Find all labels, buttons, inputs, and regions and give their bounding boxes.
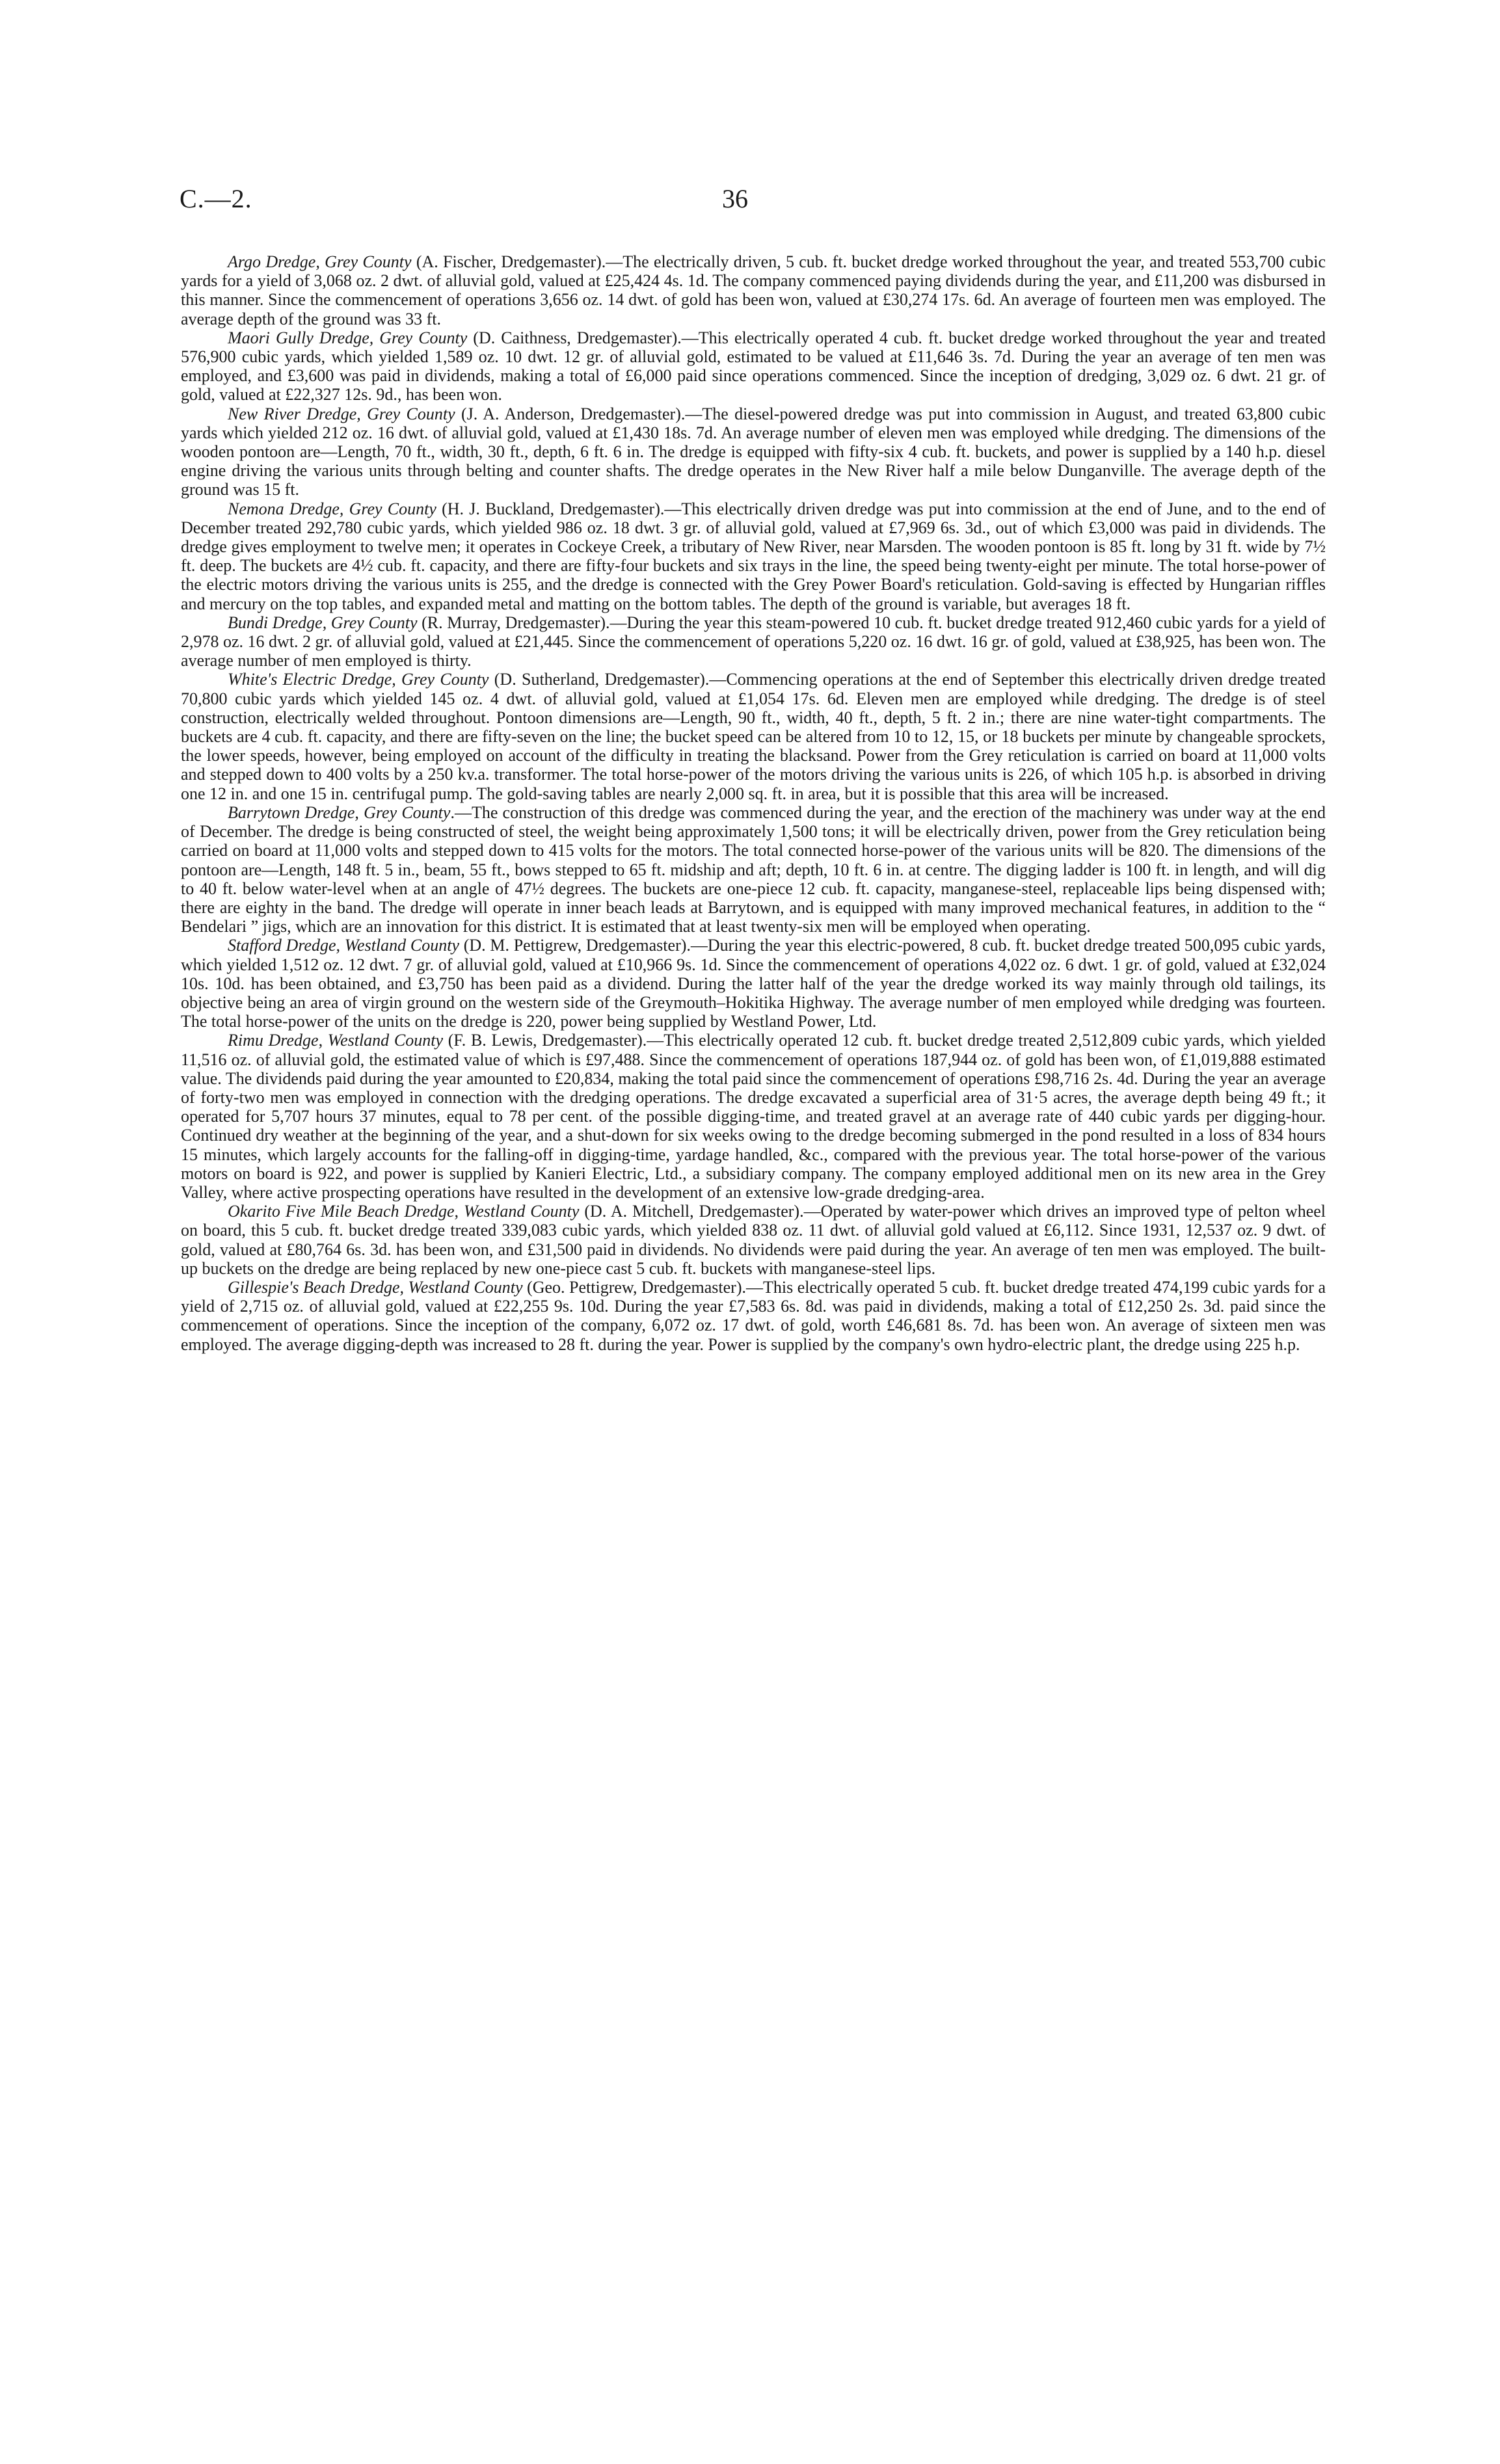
paragraph-title: New River Dredge, Grey County (228, 404, 455, 423)
paragraph-title: Maori Gully Dredge, Grey County (228, 328, 468, 347)
paragraph-barrytown-dredge (181, 803, 1326, 936)
paragraph-title: Nemona Dredge, Grey County (228, 499, 436, 518)
paragraph-title: Gillespie's Beach Dredge, Westland County (228, 1277, 523, 1297)
page-number: 36 (722, 184, 748, 213)
paragraph-maori-gully-dredge (181, 328, 1326, 404)
paragraph-new-river-dredge (181, 404, 1326, 499)
paragraph-whites-electric-dredge (181, 670, 1326, 802)
paragraph-title: Barrytown Dredge, Grey County (228, 802, 451, 822)
paragraph-title: Argo Dredge, Grey County (228, 252, 412, 271)
paragraph-title: Rimu Dredge, Westland County (228, 1031, 443, 1050)
paragraph-stafford-dredge (181, 936, 1326, 1031)
paragraph-okarito-dredge (181, 1202, 1326, 1278)
paragraph-text: (D. Caithness, Dredgemaster).—This electrically operated 4 cub. ft. bucket dredge worked throughout the year and treated 576,900 cubic yards, which yielded 1,589 oz. 10 dwt. 12 gr. of alluvial gold, estimated to be valued at £11,646 3s. 7d. During the year an average of ten men was employed, and £3,600 was paid in dividends, making a total of £6,000 paid since operations commenced. Since the inception of dredging, 3,029 oz. 6 dwt. 21 gr. of gold, valued at £22,327 12s. 9d., has been won. (181, 328, 1326, 404)
paragraph-text: (H. J. Buckland, Dredgemaster).—This electrically driven dredge was put into commission at the end of June, and to the end of December treated 292,780 cubic yards, which yielded 986 oz. 18 dwt. 3 gr. of alluvial gold, valued at £7,969 6s. 3d., out of which £3,000 was paid in dividends. The dredge gives employment to twelve men; it operates in Cockeye Creek, a tributary of New River, near Marsden. The wooden pontoon is 85 ft. long by 31 ft. wide by 7½ ft. deep. The buckets are 4½ cub. ft. capacity, and there are fifty-four buckets and six trays in the line, the speed being twenty-eight per minute. The total horse-power of the electric motors driving the various units is 255, and the dredge is connected with the Grey Power Board's reticulation. Gold-saving is effected by Hungarian riffles and mercury on the top tables, and expanded metal and matting on the bottom tables. The depth of the ground is variable, but averages 18 ft. (181, 499, 1326, 613)
paragraph-text: .—The construction of this dredge was commenced during the year, and the erection of the machinery was under way at the end of December. The dredge is being constructed of steel, the weight being approximately 1,500 tons; it will be electrically driven, power from the Grey reticulation being carried on board at 11,000 volts and stepped down to 415 volts for the motors. The total connected horse-power of the various units will be 820. The dimensions of the pontoon are—Length, 148 ft. 5 in., beam, 55 ft., bows stepped to 65 ft. midship and aft; depth, 10 ft. 6 in. at centre. The digging ladder is 100 ft. in length, and will dig to 40 ft. below water-level when at an angle of 47½ degrees. The buckets are one-piece 12 cub. ft. capacity, manganese-steel, replaceable lips being dispensed with; there are eighty in the band. The dredge will operate in inner beach leads at Barrytown, and is equipped with many improved mechanical features, in addition to the “ Bendelari ” jigs, which are an innovation for this district. It is estimated that at least twenty-six men will be employed when operating. (181, 802, 1326, 936)
paragraph-title: Okarito Five Mile Beach Dredge, Westland County (228, 1202, 580, 1221)
paragraph-text: (D. A. Mitchell, Dredgemaster).—Operated by water-power which drives an improved type of pelton wheel on board, this 5 cub. ft. bucket dredge treated 339,083 cubic yards, which yielded 838 oz. 11 dwt. of alluvial gold valued at £6,112. Since 1931, 12,537 oz. 9 dwt. of gold, valued at £80,764 6s. 3d. has been won, and £31,500 paid in dividends. No dividends were paid during the year. An average of ten men was employed. The built-up buckets on the dredge are being replaced by new one-piece cast 5 cub. ft. buckets with manganese-steel lips. (181, 1202, 1326, 1278)
document-reference: C.—2. (180, 184, 252, 213)
paragraph-text: (Geo. Pettigrew, Dredgemaster).—This electrically operated 5 cub. ft. bucket dredge treated 474,199 cubic yards for a yield of 2,715 oz. of alluvial gold, valued at £22,255 9s. 10d. During the year £7,583 6s. 8d. was paid in dividends, making a total of £12,250 2s. 3d. paid since the commencement of operations. Since the inception of the company, 6,072 oz. 17 dwt. of gold, worth £46,681 8s. 7d. has been won. An average of sixteen men was employed. The average digging-depth was increased to 28 ft. during the year. Power is supplied by the company's own hydro-electric plant, the dredge using 225 h.p. (181, 1277, 1326, 1354)
paragraph-text: (J. A. Anderson, Dredgemaster).—The diesel-powered dredge was put into commission in August, and treated 63,800 cubic yards which yielded 212 oz. 16 dwt. of alluvial gold, valued at £1,430 18s. 7d. An average number of eleven men was employed while dredging. The dimensions of the wooden pontoon are—Length, 70 ft., width, 30 ft., depth, 6 ft. 6 in. The dredge is equipped with fifty-six 4 cub. ft. buckets, and power is supplied by a 140 h.p. diesel engine driving the various units through belting and counter shafts. The dredge operates in the New River half a mile below Dunganville. The average depth of the ground was 15 ft. (181, 404, 1326, 499)
paragraph-text: (D. M. Pettigrew, Dredgemaster).—During the year this electric-powered, 8 cub. ft. bucket dredge treated 500,095 cubic yards, which yielded 1,512 oz. 12 dwt. 7 gr. of alluvial gold, valued at £10,966 9s. 1d. Since the commencement of operations 4,022 oz. 6 dwt. 1 gr. of gold, valued at £32,024 10s. 10d. has been obtained, and £3,750 has been paid as a dividend. During the latter half of the year the dredge worked its way mainly through old tailings, its objective being an area of virgin ground on the western side of the Greymouth–Hokitika Highway. The average number of men employed while dredging was fourteen. The total horse-power of the units on the dredge is 220, power being supplied by Westland Power, Ltd. (181, 936, 1326, 1031)
paragraph-gillespies-beach-dredge (181, 1278, 1326, 1354)
paragraph-bundi-dredge (181, 613, 1326, 670)
paragraph-text: (D. Sutherland, Dredgemaster).—Commencing operations at the end of September this electrically driven dredge treated 70,800 cubic yards which yielded 145 oz. 4 dwt. of alluvial gold, valued at £1,054 17s. 6d. Eleven men are employed while dredging. The dredge is of steel construction, electrically welded throughout. Pontoon dimensions are—Length, 90 ft., width, 40 ft., depth, 5 ft. 2 in.; there are nine water-tight compartments. The buckets are 4 cub. ft. capacity, and there are fifty-seven on the line; the bucket speed can be altered from 10 to 12, 15, or 18 buckets per minute by changeable sprockets, the lower speeds, however, being employed on account of the difficulty in treating the blacksand. Power from the Grey reticulation is carried on board at 11,000 volts and stepped down to 400 volts by a 250 kv.a. transformer. The total horse-power of the motors driving the various units is 226, of which 105 h.p. is absorbed in driving one 12 in. and one 15 in. centrifugal pump. The gold-saving tables are nearly 2,000 sq. ft. in area, but it is possible that this area will be increased. (181, 670, 1326, 803)
paragraph-title: Bundi Dredge, Grey County (228, 613, 418, 632)
paragraph-text: (R. Murray, Dredgemaster).—During the year this steam-powered 10 cub. ft. bucket dredge treated 912,460 cubic yards for a yield of 2,978 oz. 16 dwt. 2 gr. of alluvial gold, valued at £21,445. Since the commencement of operations 5,220 oz. 16 dwt. 16 gr. of gold, valued at £38,925, has been won. The average number of men employed is thirty. (181, 613, 1326, 670)
report-body (181, 252, 1326, 1354)
paragraph-title: Stafford Dredge, Westland County (228, 936, 459, 955)
paragraph-rimu-dredge (181, 1031, 1326, 1202)
paragraph-text: (A. Fischer, Dredgemaster).—The electrically driven, 5 cub. ft. bucket dredge worked throughout the year, and treated 553,700 cubic yards for a yield of 3,068 oz. 2 dwt. of alluvial gold, valued at £25,424 4s. 1d. The company commenced paying dividends during the year, and £11,200 was disbursed in this manner. Since the commencement of operations 3,656 oz. 14 dwt. of gold has been won, valued at £30,274 17s. 6d. An average of fourteen men was employed. The average depth of the ground was 33 ft. (181, 252, 1326, 328)
paragraph-nemona-dredge (181, 499, 1326, 613)
paragraph-title: White's Electric Dredge, Grey County (228, 670, 489, 689)
paragraph-text: (F. B. Lewis, Dredgemaster).—This electrically operated 12 cub. ft. bucket dredge treated 2,512,809 cubic yards, which yielded 11,516 oz. of alluvial gold, the estimated value of which is £97,488. Since the commencement of operations 187,944 oz. of gold has been won, of £1,019,888 estimated value. The dividends paid during the year amounted to £20,834, making the total paid since the commencement of operations £98,716 2s. 4d. During the year an average of forty-two men was employed in connection with the dredging operations. The dredge excavated a superficial area of 31·5 acres, the average depth being 49 ft.; it operated for 5,707 hours 37 minutes, equal to 78 per cent. of the possible digging-time, and treated gravel at an average rate of 440 cubic yards per digging-hour. Continued dry weather at the beginning of the year, and a shut-down for six weeks owing to the dredge becoming submerged in the pond resulted in a loss of 834 hours 15 minutes, which largely accounts for the falling-off in digging-time, yardage handled, &c., compared with the previous year. The total horse-power of the various motors on board is 922, and power is supplied by Kanieri Electric, Ltd., a subsidiary company. The company employed additional men on its new area in the Grey Valley, where active prospecting operations have resulted in the development of an extensive low-grade dredging-area. (181, 1031, 1326, 1202)
paragraph-argo-dredge (181, 252, 1326, 328)
